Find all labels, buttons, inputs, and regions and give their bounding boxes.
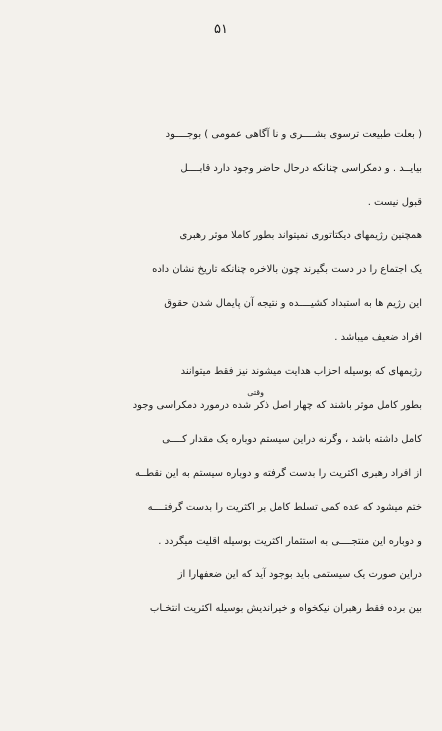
paragraph-spacer xyxy=(20,211,422,227)
text-line: افراد ضعیف میباشد . xyxy=(334,332,422,343)
text-line: قبول نیست . xyxy=(367,197,422,208)
text-line: از افراد رهبری اکثریت را بدست گرفته و دوباره سیستم به این نقطــه xyxy=(134,468,422,479)
page-number: ۵۱ xyxy=(214,22,228,37)
text-line: یک اجتماع را در دست بگیرند چون بالاخره چنانکه تاریخ نشان داده xyxy=(152,264,422,275)
paragraph-spacer xyxy=(20,346,422,363)
text-line: بین برده فقط رهبران نیکخواه و خیراندیش بوسیله اکثریت انتخـاب xyxy=(149,603,422,614)
paragraph-2 xyxy=(20,227,422,346)
paragraph-spacer xyxy=(20,550,422,566)
text-line: و دوباره این منتجــــی به استثمار اکثریت بوسیله اقلیت میگردد . xyxy=(158,536,422,547)
text-line: رژیمهای که بوسیله احزاب هدایت میشوند نیز فقط میتوانند xyxy=(180,366,422,377)
body-text xyxy=(20,126,422,617)
text-line: ( بعلت طبیعت ترسوی بشــــری و نا آگاهی عمومی ) بوجــــود xyxy=(165,129,422,140)
paragraph-4 xyxy=(20,566,422,617)
text-line: بیایــد . و دمکراسی چنانکه درحال حاضر وجود دارد قابــــل xyxy=(180,163,422,174)
interlinear-insertion: وقتی xyxy=(247,388,264,397)
text-line: دراین صورت یک سیستمی باید بوجود آید که این ضعفهارا از xyxy=(177,569,422,580)
paragraph-1 xyxy=(20,126,422,211)
text-line: این رژیم ها به استبداد کشیــــده و نتیجه آن پایمال شدن حقوق xyxy=(164,298,422,309)
text-line: همچنین رژیمهای دیکتاتوری نمیتواند بطور کاملا موثر رهبری xyxy=(179,230,422,241)
text-line: ختم میشود که عده کمی تسلط کامل بر اکثریت را بدست گرفتــــه xyxy=(147,502,422,513)
paragraph-3 xyxy=(20,363,422,550)
text-line: بطور کامل موثر باشند که چهار اصل ذکر شده درمورد دمکراسی وجود xyxy=(132,400,422,411)
text-line: کامل داشته باشد ، وگرنه دراین سیستم دوباره یک مقدار کــــی xyxy=(162,434,422,445)
